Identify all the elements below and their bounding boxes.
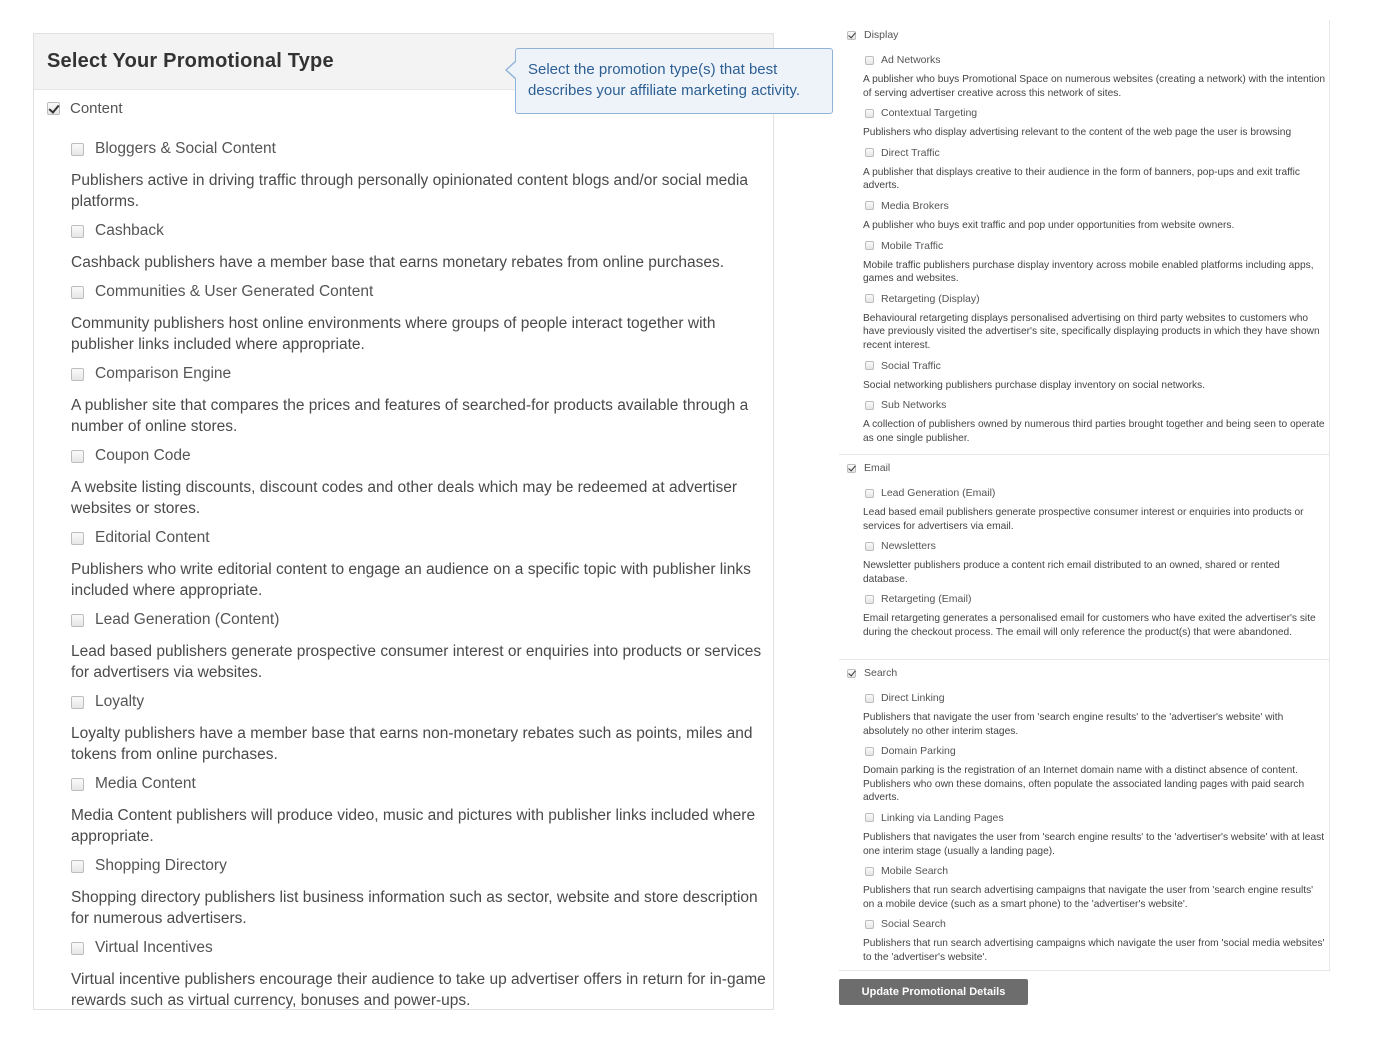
option-social-search[interactable] [865,917,1326,931]
option-label: Media Brokers [881,199,949,212]
option-retargeting-display[interactable] [865,292,1326,306]
option-retargeting-email[interactable] [865,592,1326,606]
option-sub-networks[interactable] [865,398,1326,412]
option-bloggers-social-content[interactable] [71,139,766,159]
option-communities-user-generated-content[interactable] [71,282,766,302]
option-label: Mobile Traffic [881,239,944,252]
option-description: Newsletter publishers produce a content rich email distributed to an owned, shared or rented database. [863,560,1280,585]
update-promotional-details-button[interactable]: Update Promotional Details [839,979,1028,1005]
option-label: Communities & User Generated Content [95,283,374,300]
option-label: Direct Linking [881,692,945,704]
email-options-list [839,486,1330,640]
option-label: Shopping Directory [95,857,227,874]
contextual-targeting-checkbox[interactable] [865,109,874,118]
option-media-content[interactable] [71,774,766,794]
option-description: A publisher site that compares the prices and features of searched-for products available through a number of online stores. [71,397,749,435]
option-description: Lead based publishers generate prospective consumer interest or enquiries into products or services for advertisers via websites. [71,643,762,681]
section-divider [839,454,1330,455]
option-description: Publishers active in driving traffic through personally opinionated content blogs and/or social media platforms. [71,172,748,210]
option-description: Domain parking is the registration of an Internet domain name with a distinct absence of content. Publishers who own these domains, often populate the associated landing pages with paid search adverts. [863,765,1305,804]
option-description: Email retargeting generates a personalised email for customers who have exited the advertiser's site during the checkout process. The email will only reference the product(s) that were abandoned. [863,613,1316,638]
option-description: Publishers that navigates the user from 'search engine results' to the 'advertiser's website' with at least one interim stage (usually a landing page). [863,831,1325,857]
retargeting-display-checkbox[interactable] [865,294,874,303]
category-display[interactable] [839,27,1330,43]
option-description: Community publishers host online environments where groups of people interact together with publisher links included where appropriate. [71,315,716,353]
tooltip-text: Select the promotion type(s) that best describes your affiliate marketing activity. [528,61,801,99]
domain-parking-checkbox[interactable] [865,747,874,756]
option-coupon-code[interactable] [71,446,766,466]
lead-generation-email-checkbox[interactable] [865,489,874,498]
option-description: Cashback publishers have a member base that earns monetary rebates from online purchases. [71,254,725,271]
bloggers-social-content-checkbox[interactable] [71,143,84,156]
category-label: Display [864,29,899,41]
option-media-brokers[interactable] [865,199,1326,213]
editorial-content-checkbox[interactable] [71,532,84,545]
option-description: Media Content publishers will produce video, music and pictures with publisher links included where appropriate. [71,807,756,845]
search-checkbox[interactable] [847,669,856,678]
option-label: Mobile Search [881,865,949,878]
option-shopping-directory[interactable] [71,856,766,876]
search-options-list [839,691,1330,965]
option-label: Loyalty [95,693,145,710]
option-description: Behavioural retargeting displays personalised advertising on third party websites to customers who have previously visited the advertiser's site, specifically displaying products in which they have shown recent interest. [863,312,1320,351]
help-tooltip [515,48,833,114]
social-search-checkbox[interactable] [865,920,874,929]
communities-user-generated-content-checkbox[interactable] [71,286,84,299]
ad-networks-checkbox[interactable] [865,56,874,65]
option-newsletters[interactable] [865,539,1326,553]
content-checkbox[interactable] [47,102,60,115]
option-label: Bloggers & Social Content [95,140,276,157]
option-description: Social networking publishers purchase display inventory on social networks. [863,379,1206,391]
display-options-list [839,53,1330,445]
sub-networks-checkbox[interactable] [865,401,874,410]
option-label: Linking via Landing Pages [881,811,1004,824]
option-description: Publishers that run search advertising campaigns that navigate the user from 'search engine results' on a mobile device (such as a smart phone) to the 'advertiser's website'. [863,885,1314,910]
page-title: Select Your Promotional Type [47,50,334,72]
option-label: Coupon Code [95,447,191,464]
option-label: Contextual Targeting [881,107,978,120]
right-options-panel [839,20,1330,971]
category-content[interactable] [47,100,123,117]
option-contextual-targeting[interactable] [865,106,1326,120]
media-content-checkbox[interactable] [71,778,84,791]
option-virtual-incentives[interactable] [71,938,766,958]
option-loyalty[interactable] [71,692,766,712]
retargeting-email-checkbox[interactable] [865,595,874,604]
category-search[interactable] [839,665,1330,681]
option-label: Social Search [881,918,946,931]
linking-via-landing-pages-checkbox[interactable] [865,813,874,822]
option-comparison-engine[interactable] [71,364,766,384]
section-email [839,460,1330,646]
social-traffic-checkbox[interactable] [865,361,874,370]
option-description: Publishers who display advertising relevant to the content of the web page the user is browsing [863,127,1292,139]
option-label: Lead Generation (Email) [881,487,996,499]
category-label: Search [864,667,898,679]
option-cashback[interactable] [71,221,766,241]
section-display [839,27,1330,451]
option-direct-traffic[interactable] [865,146,1326,160]
option-editorial-content[interactable] [71,528,766,548]
option-lead-generation-email[interactable] [865,486,1326,500]
shopping-directory-checkbox[interactable] [71,860,84,873]
option-description: A publisher who buys exit traffic and pop under opportunities from website owners. [863,219,1235,231]
option-description: A publisher who buys Promotional Space on numerous websites (creating a network) with the intention of serving advertiser creative across this network of sites. [863,74,1326,99]
option-label: Retargeting (Display) [881,292,980,305]
tooltip-arrow-inner [507,61,517,79]
email-checkbox[interactable] [847,464,856,473]
option-description: A website listing discounts, discount codes and other deals which may be redeemed at advertiser websites or stores. [71,479,738,517]
lead-generation-content-checkbox[interactable] [71,614,84,627]
option-label: Social Traffic [881,359,941,372]
option-label: Retargeting (Email) [881,593,972,606]
option-description: A publisher that displays creative to their audience in the form of banners, pop-ups and exit traffic adverts. [863,166,1300,192]
option-label: Editorial Content [95,529,210,546]
option-domain-parking[interactable] [865,744,1326,758]
section-divider [839,659,1330,660]
option-linking-via-landing-pages[interactable] [865,811,1326,825]
option-ad-networks[interactable] [865,53,1326,67]
content-panel [33,33,774,1010]
option-label: Media Content [95,775,196,792]
option-mobile-traffic[interactable] [865,239,1326,253]
display-checkbox[interactable] [847,31,856,40]
option-description: Shopping directory publishers list business information such as sector, website and store description for numerous advertisers. [71,889,758,927]
category-email[interactable] [839,460,1330,476]
option-label: Virtual Incentives [95,939,213,956]
option-label: Direct Traffic [881,146,940,159]
category-label: Email [864,462,891,474]
option-label: Sub Networks [881,399,947,412]
cashback-checkbox[interactable] [71,225,84,238]
direct-traffic-checkbox[interactable] [865,148,874,157]
option-description: Publishers that run search advertising campaigns which navigate the user from 'social media websites' to the 'advertiser's website'. [863,938,1325,963]
section-search [839,665,1330,971]
option-label: Newsletters [881,540,936,553]
content-options-list [71,139,766,1020]
virtual-incentives-checkbox[interactable] [71,942,84,955]
option-direct-linking[interactable] [865,691,1326,705]
option-description: A collection of publishers owned by numerous third parties brought together and being seen to operate as one single publisher. [863,419,1325,444]
mobile-traffic-checkbox[interactable] [865,241,874,250]
option-description: Loyalty publishers have a member base that earns non-monetary rebates such as points, miles and tokens from online purchases. [71,725,753,763]
option-label: Cashback [95,222,164,239]
category-label: Content [70,100,123,117]
option-label: Ad Networks [881,54,941,66]
option-description: Mobile traffic publishers purchase display inventory across mobile enabled platforms including apps, games and websites. [863,259,1314,285]
option-description: Publishers that navigate the user from 'search engine results' to the 'advertiser's website' with absolutely no other interim stages. [863,712,1284,737]
loyalty-checkbox[interactable] [71,696,84,709]
option-description: Virtual incentive publishers encourage their audience to take up advertiser offers in return for in-game rewards such as virtual currency, bonuses and power-ups. [71,971,766,1009]
option-description: Lead based email publishers generate prospective consumer interest or enquiries into products or services for advertisers via email. [863,507,1304,532]
mobile-search-checkbox[interactable] [865,867,874,876]
option-mobile-search[interactable] [865,864,1326,878]
comparison-engine-checkbox[interactable] [71,368,84,381]
newsletters-checkbox[interactable] [865,542,874,551]
option-description: Publishers who write editorial content to engage an audience on a specific topic with publisher links included where appropriate. [71,561,751,599]
direct-linking-checkbox[interactable] [865,694,874,703]
option-lead-generation-content[interactable] [71,610,766,630]
option-label: Comparison Engine [95,365,232,382]
coupon-code-checkbox[interactable] [71,450,84,463]
option-label: Lead Generation (Content) [95,611,280,628]
option-label: Domain Parking [881,745,956,758]
option-social-traffic[interactable] [865,359,1326,373]
media-brokers-checkbox[interactable] [865,201,874,210]
